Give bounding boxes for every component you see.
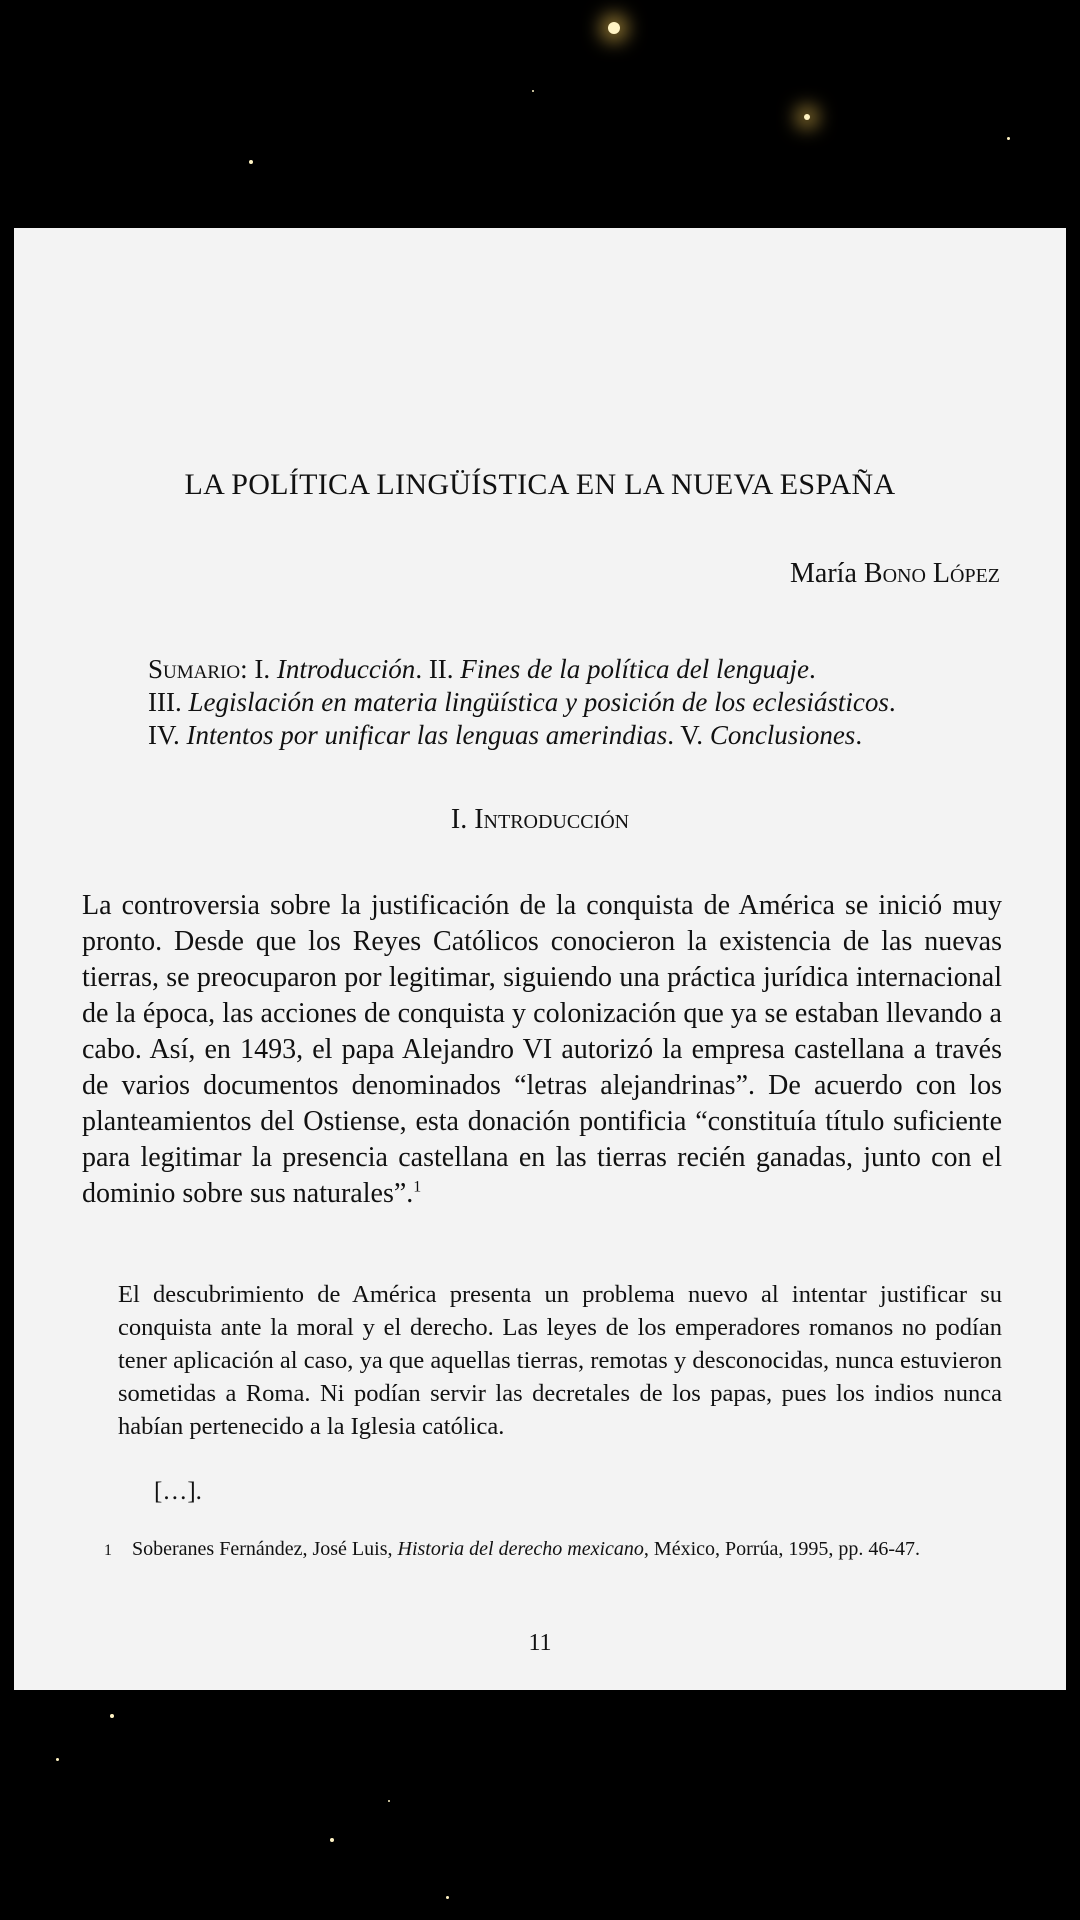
star-icon xyxy=(532,90,534,92)
page-number: 11 xyxy=(528,1630,552,1656)
document-page xyxy=(14,228,1066,1690)
footnote: 1 Soberanes Fernández, José Luis, Historia del derecho mexicano, México, Porrúa, 1995, pp. 46-47. xyxy=(104,1538,920,1560)
footnote-ref[interactable]: 1 xyxy=(413,1178,422,1196)
star-icon xyxy=(330,1838,334,1842)
block-quote: El descubrimiento de América presenta un problema nuevo al intentar justificar su conquista ante la moral y el derecho. Las leyes de los emperadores romanos no podían tener aplicación al caso, ya que aquellas tierras, remotas y desconocidas, nunca estuvieron sometidas a Roma. Ni podían servir las decretales de los papas, pues los indios nunca habían pertenecido a la Iglesia católica. xyxy=(118,1281,1002,1440)
summary-label: Sumario xyxy=(148,654,241,684)
body-paragraph: La controversia sobre la justificación de la conquista de América se inició muy pronto. Desde que los Reyes Católicos conocieron la existencia de las nuevas tierras, se preocuparon por legitimar, siguiendo una práctica jurídica internacional de la época, las acciones de conquista y colonización que ya se estaban llevando a cabo. Así, en 1493, el papa Alejandro VI autorizó la empresa castellana a través de varios documentos denominados “letras alejandrinas”. De acuerdo con los planteamientos del Ostiense, esta donación pontificia “constituía título suficiente para legitimar la presencia castellana en las tierras recién ganadas, junto con el dominio sobre sus naturales”.$^1$ xyxy=(82,890,1002,1209)
star-icon xyxy=(56,1758,59,1761)
star-icon xyxy=(446,1896,449,1899)
author-last-name: Bono López xyxy=(863,558,1000,589)
star-icon xyxy=(608,22,620,34)
summary: Sumario: I. Introducción. II. Fines de la política del lenguaje. III. Legislación en materia lingüística y posición de los eclesiásticos. IV. Intentos por unificar las lenguas amerindias. V. Conclusiones. xyxy=(148,654,896,750)
summary-item: I. Introducción. xyxy=(254,654,423,684)
section-heading: I. Introducción xyxy=(450,804,630,835)
author-name xyxy=(790,558,1000,590)
author-first-name: María xyxy=(790,558,857,589)
document-title: LA POLÍTICA LINGÜÍSTICA EN LA NUEVA ESPAÑA xyxy=(184,468,896,501)
star-icon xyxy=(249,160,253,164)
star-icon xyxy=(110,1714,114,1718)
footnote-number: 1 xyxy=(104,1542,112,1559)
summary-item: III. Legislación en materia lingüística y posición de los eclesiásticos. xyxy=(148,687,896,717)
summary-item: II. Fines de la política del lenguaje. xyxy=(428,654,816,684)
summary-item: V. Conclusiones. xyxy=(680,720,863,750)
star-icon xyxy=(1007,137,1010,140)
star-icon xyxy=(388,1800,390,1802)
star-icon xyxy=(804,114,810,120)
summary-item: IV. Intentos por unificar las lenguas amerindias. xyxy=(148,720,675,750)
quote-ellipsis: […]. xyxy=(154,1478,202,1505)
footnote-book-title: Historia del derecho mexicano xyxy=(397,1538,644,1560)
